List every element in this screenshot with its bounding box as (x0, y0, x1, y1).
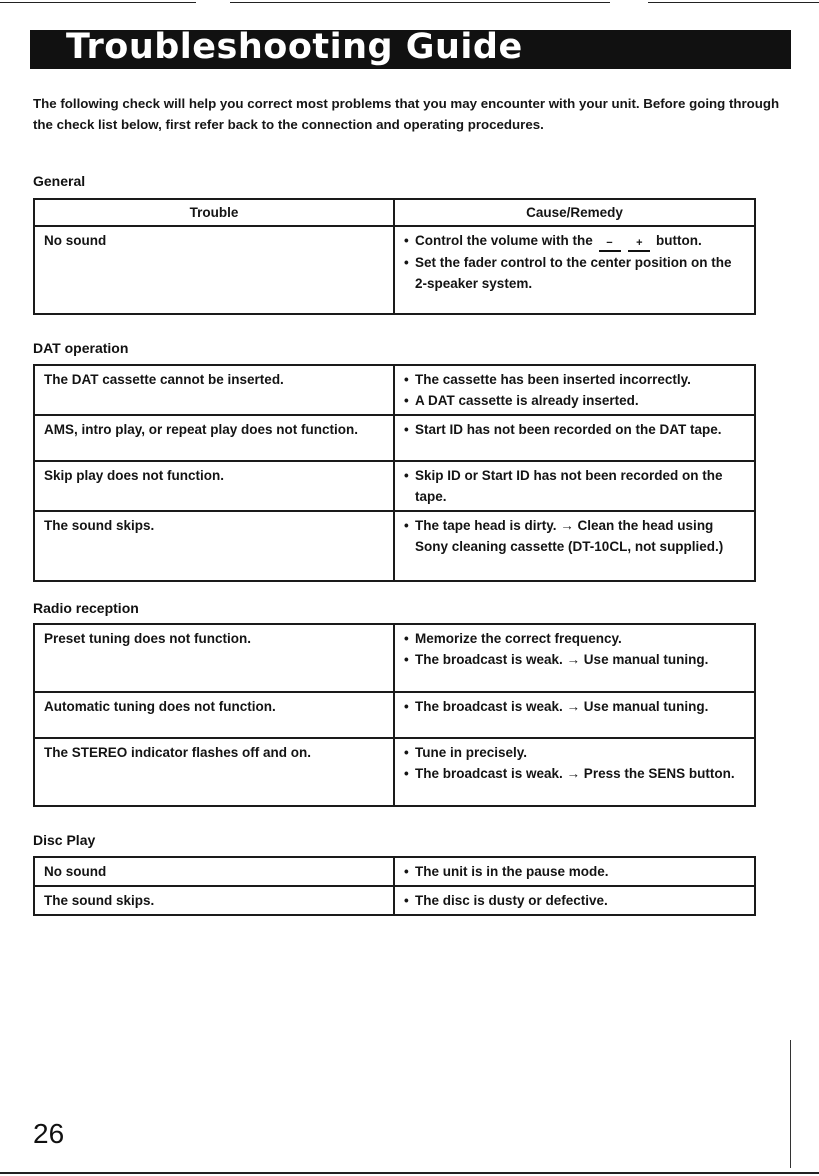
remedy-item: • Tune in precisely. (404, 745, 528, 760)
remedy-cell (394, 226, 755, 314)
page-title: Troubleshooting Guide (66, 30, 523, 67)
table-row (34, 624, 755, 692)
top-rule-mid (230, 2, 610, 3)
trouble-cell: The sound skips. (34, 886, 394, 915)
trouble-cell: The sound skips. (34, 511, 394, 581)
table-radio (33, 623, 756, 807)
remedy-item: • The unit is in the pause mode. (404, 864, 609, 879)
page-number: 26 (33, 1118, 65, 1149)
remedy-cell (394, 624, 755, 692)
trouble-cell: The DAT cassette cannot be inserted. (34, 365, 394, 415)
intro-paragraph: The following check will help you correct most problems that you may encounter with your unit. Before going through the check list below, first refer back to the connection and operating procedures. (33, 96, 780, 132)
remedy-cell (394, 365, 755, 415)
table-row (34, 886, 755, 915)
header-cause-remedy: Cause/Remedy (394, 199, 755, 226)
remedy-item: • The broadcast is weak. → Use manual tuning. (404, 699, 709, 714)
table-row (34, 511, 755, 581)
trouble-cell: AMS, intro play, or repeat play does not function. (34, 415, 394, 461)
remedy-item: • Set the fader control to the center position on the 2-speaker system. (404, 255, 732, 291)
remedy-item: • Control the volume with the − + button. (404, 230, 746, 252)
table-row (34, 226, 755, 314)
remedy-item: • The cassette has been inserted incorrectly. (404, 372, 691, 387)
remedy-cell (394, 738, 755, 806)
remedy-item: • Memorize the correct frequency. (404, 631, 622, 646)
volume-up-icon: + (628, 237, 650, 252)
header-trouble: Trouble (34, 199, 394, 226)
table-general (33, 198, 756, 315)
remedy-cell (394, 415, 755, 461)
trouble-cell: No sound (34, 857, 394, 886)
trouble-cell: No sound (34, 226, 394, 314)
title-bar (30, 30, 791, 69)
section-heading-radio: Radio reception (33, 600, 139, 616)
table-row (34, 692, 755, 738)
remedy-item: • The tape head is dirty. → Clean the head using Sony cleaning cassette (DT-10CL, not supplied.) (404, 518, 724, 554)
table-row (34, 415, 755, 461)
edge-rule (790, 1040, 791, 1168)
table-row (34, 738, 755, 806)
section-heading-dat: DAT operation (33, 340, 129, 356)
remedy-item: • A DAT cassette is already inserted. (404, 393, 639, 408)
remedy-cell (394, 461, 755, 511)
bottom-rule (0, 1172, 819, 1174)
remedy-cell (394, 857, 755, 886)
remedy-cell (394, 692, 755, 738)
remedy-item: • Start ID has not been recorded on the DAT tape. (404, 422, 722, 437)
remedy-cell (394, 511, 755, 581)
remedy-item: • Skip ID or Start ID has not been recorded on the tape. (404, 468, 723, 504)
top-rule-right (648, 2, 819, 3)
trouble-cell: Preset tuning does not function. (34, 624, 394, 692)
trouble-cell: The STEREO indicator flashes off and on. (34, 738, 394, 806)
table-row (34, 365, 755, 415)
trouble-cell: Automatic tuning does not function. (34, 692, 394, 738)
remedy-item: • The broadcast is weak. → Use manual tuning. (404, 652, 709, 667)
volume-down-icon: − (599, 237, 621, 252)
table-row (34, 857, 755, 886)
remedy-item: • The broadcast is weak. → Press the SENS button. (404, 766, 735, 781)
table-header-row (34, 199, 755, 226)
section-heading-general: General (33, 173, 86, 189)
table-disc (33, 856, 756, 916)
remedy-item: • The disc is dusty or defective. (404, 893, 608, 908)
trouble-cell: Skip play does not function. (34, 461, 394, 511)
table-dat (33, 364, 756, 582)
remedy-cell (394, 886, 755, 915)
section-heading-disc: Disc Play (33, 832, 96, 848)
table-row (34, 461, 755, 511)
top-rule-left (0, 2, 196, 3)
